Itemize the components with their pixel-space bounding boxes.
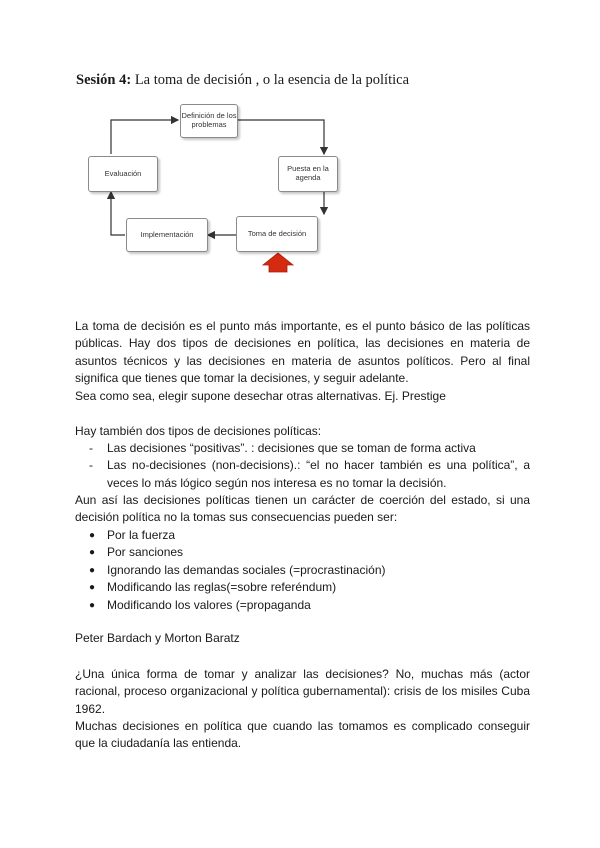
box-definicion: [180, 104, 238, 138]
list-item-text: Por sanciones: [107, 545, 184, 560]
paragraph-3: Hay también dos tipos de decisiones políticas:: [75, 424, 322, 438]
box-evaluacion: [88, 156, 158, 192]
paragraph-6: ¿Una única forma de tomar y analizar las decisiones? No, muchas más (actor racional, proceso organizacional y política gubernamental): crisis de los misiles Cuba 1962.: [75, 667, 530, 716]
dash-list: [75, 440, 530, 492]
list-item: [75, 527, 530, 544]
arrow-definicion-to-puesta: [236, 120, 324, 154]
box-toma: [236, 216, 318, 252]
bullet-marker: ●: [89, 564, 96, 576]
box-puesta-label: Puesta en la agenda: [287, 164, 329, 182]
list-item-text: Modificando los valores (=propaganda: [107, 597, 311, 612]
box-implementacion-label: Implementación: [140, 229, 194, 239]
list-item-text: Las decisiones “positivas”. : decisiones que se toman de forma activa: [107, 441, 476, 455]
arrow-evaluacion-to-definicion: [111, 120, 178, 154]
red-up-arrow-icon: [263, 253, 293, 272]
bullet-marker: ●: [89, 599, 96, 611]
page-title: [76, 72, 409, 89]
list-item-text: Modificando las reglas(=sobre referéndum): [107, 580, 337, 595]
box-evaluacion-label: Evaluación: [104, 168, 142, 178]
box-puesta: [278, 156, 338, 192]
paragraph-5: Peter Bardach y Morton Baratz: [75, 631, 240, 645]
list-item: [75, 597, 530, 614]
box-toma-label: Toma de decisión: [247, 228, 307, 238]
list-item: [75, 457, 530, 492]
box-implementacion: [126, 218, 208, 252]
box-definicion-label: Definición de los problemas: [181, 111, 237, 129]
title-text: La toma de decisión , o la esencia de la política: [131, 72, 410, 88]
policy-cycle-diagram: [88, 98, 370, 280]
paragraph-1: La toma de decisión es el punto más importante, es el punto básico de las políticas públicas. Hay dos tipos de decisiones en política, las decisiones en materia de asuntos técnicos y las decisiones en materia de asuntos políticos. Pero al final significa que tienes que tomar la decisiones, y seguir adelante.: [75, 319, 530, 386]
arrow-implementacion-to-evaluacion: [111, 192, 125, 235]
bullet-marker: ●: [89, 547, 96, 559]
list-item: [75, 579, 530, 596]
paragraph-7: Muchas decisiones en política que cuando las tomamos es complicado conseguir que la ciudadanía las entienda.: [75, 719, 530, 751]
dash-marker: -: [89, 458, 93, 473]
list-item-text: Por la fuerza: [107, 528, 176, 542]
list-item: [75, 562, 530, 579]
paragraph-4: Aun así las decisiones políticas tienen un carácter de coerción del estado, si una decisión política no la tomas sus consecuencias pueden ser:: [75, 493, 530, 525]
bullet-marker: ●: [89, 530, 96, 541]
paragraph-2: Sea como sea, elegir supone desechar otras alternativas. Ej. Prestige: [75, 389, 446, 403]
bullet-marker: ●: [89, 582, 96, 594]
dash-marker: -: [89, 441, 93, 455]
list-item: [75, 440, 530, 457]
list-item-text: Ignorando las demandas sociales (=procrastinación): [107, 562, 386, 577]
bullet-list: [75, 527, 530, 614]
list-item: [75, 544, 530, 561]
title-session: Sesión 4:: [76, 72, 132, 88]
list-item-text: Las no-decisiones (non-decisions).: “el no hacer también es una política”, a veces lo más lógico según nos interesa es no tomar la decisión.: [107, 458, 530, 490]
